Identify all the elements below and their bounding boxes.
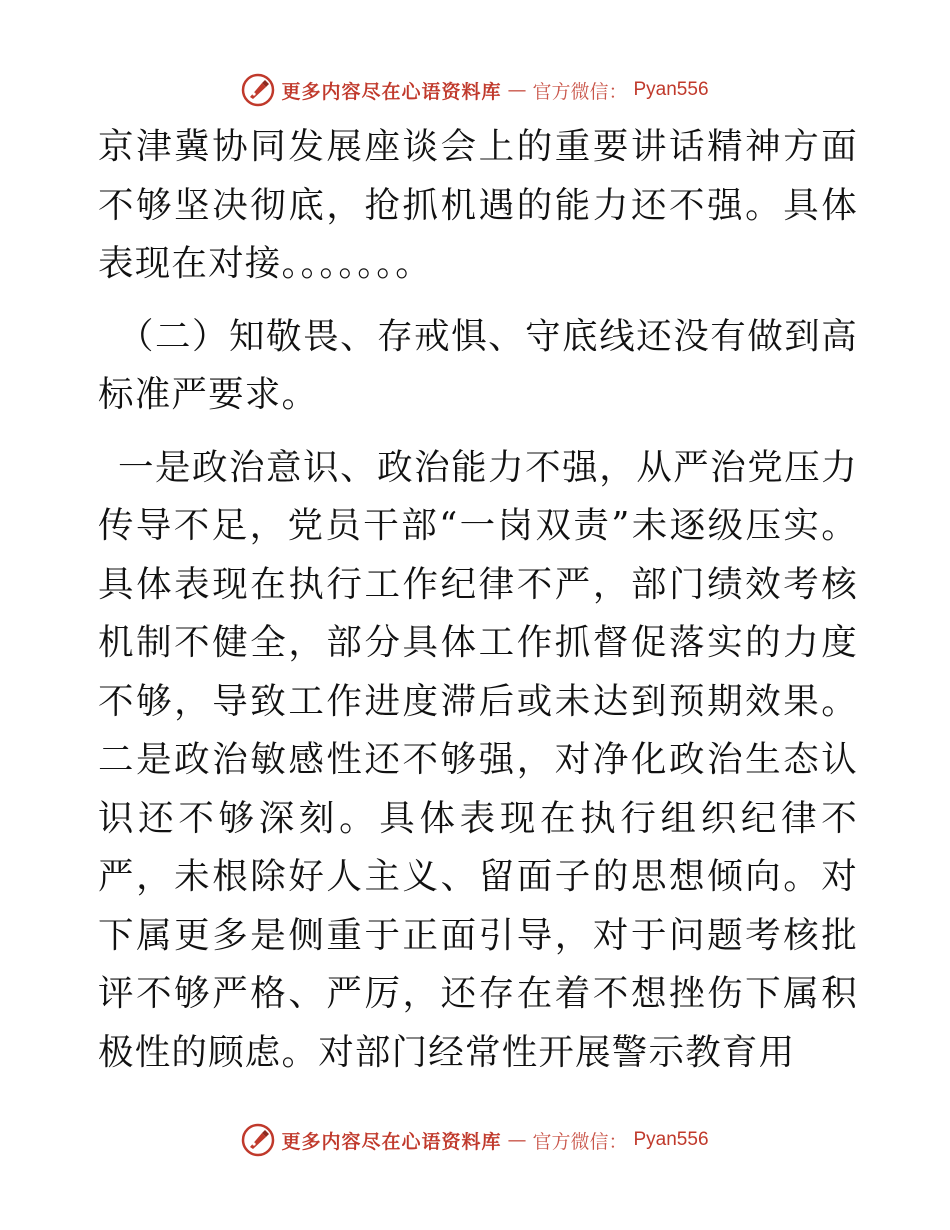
document-body bbox=[98, 118, 858, 1082]
banner-brand-text: 更多内容尽在心语资料库 bbox=[281, 1130, 502, 1153]
banner-brand-text: 更多内容尽在心语资料库 bbox=[281, 80, 502, 103]
banner-wechat-label: 官方微信： bbox=[532, 1130, 628, 1153]
pen-nib-logo-icon bbox=[241, 73, 275, 107]
banner-wechat-id: Pyan556 bbox=[633, 79, 709, 100]
paragraph-1: 京津冀协同发展座谈会上的重要讲话精神方面不够坚决彻底，抢抓机遇的能力还不强。具体表现在对接。。。。。。。 bbox=[98, 126, 858, 284]
banner-separator: — bbox=[507, 79, 527, 101]
banner-separator: — bbox=[507, 1129, 527, 1151]
header-banner bbox=[0, 70, 950, 110]
banner-wechat-id: Pyan556 bbox=[633, 1129, 709, 1150]
banner-wechat-label: 官方微信： bbox=[532, 80, 628, 103]
pen-nib-logo-icon bbox=[241, 1123, 275, 1157]
paragraph-2: （二）知敬畏、存戒惧、守底线还没有做到高标准严要求。 bbox=[98, 315, 858, 415]
footer-banner bbox=[0, 1120, 950, 1160]
paragraph-3: 一是政治意识、政治能力不强，从严治党压力传导不足，党员干部“一岗双责”未逐级压实。具体表现在执行工作纪律不严，部门绩效考核机制不健全，部分具体工作抓督促落实的力度不够，导致工作进度滞后或未达到预期效果。二是政治敏感性还不够强，对净化政治生态认识还不够深刻。具体表现在执行组织纪律不严，未根除好人主义、留面子的思想倾向。对下属更多是侧重于正面引导，对于问题考核批评不够严格、严厉，还存在着不想挫伤下属积极性的顾虑。对部门经常性开展警示教育用 bbox=[98, 446, 858, 1073]
